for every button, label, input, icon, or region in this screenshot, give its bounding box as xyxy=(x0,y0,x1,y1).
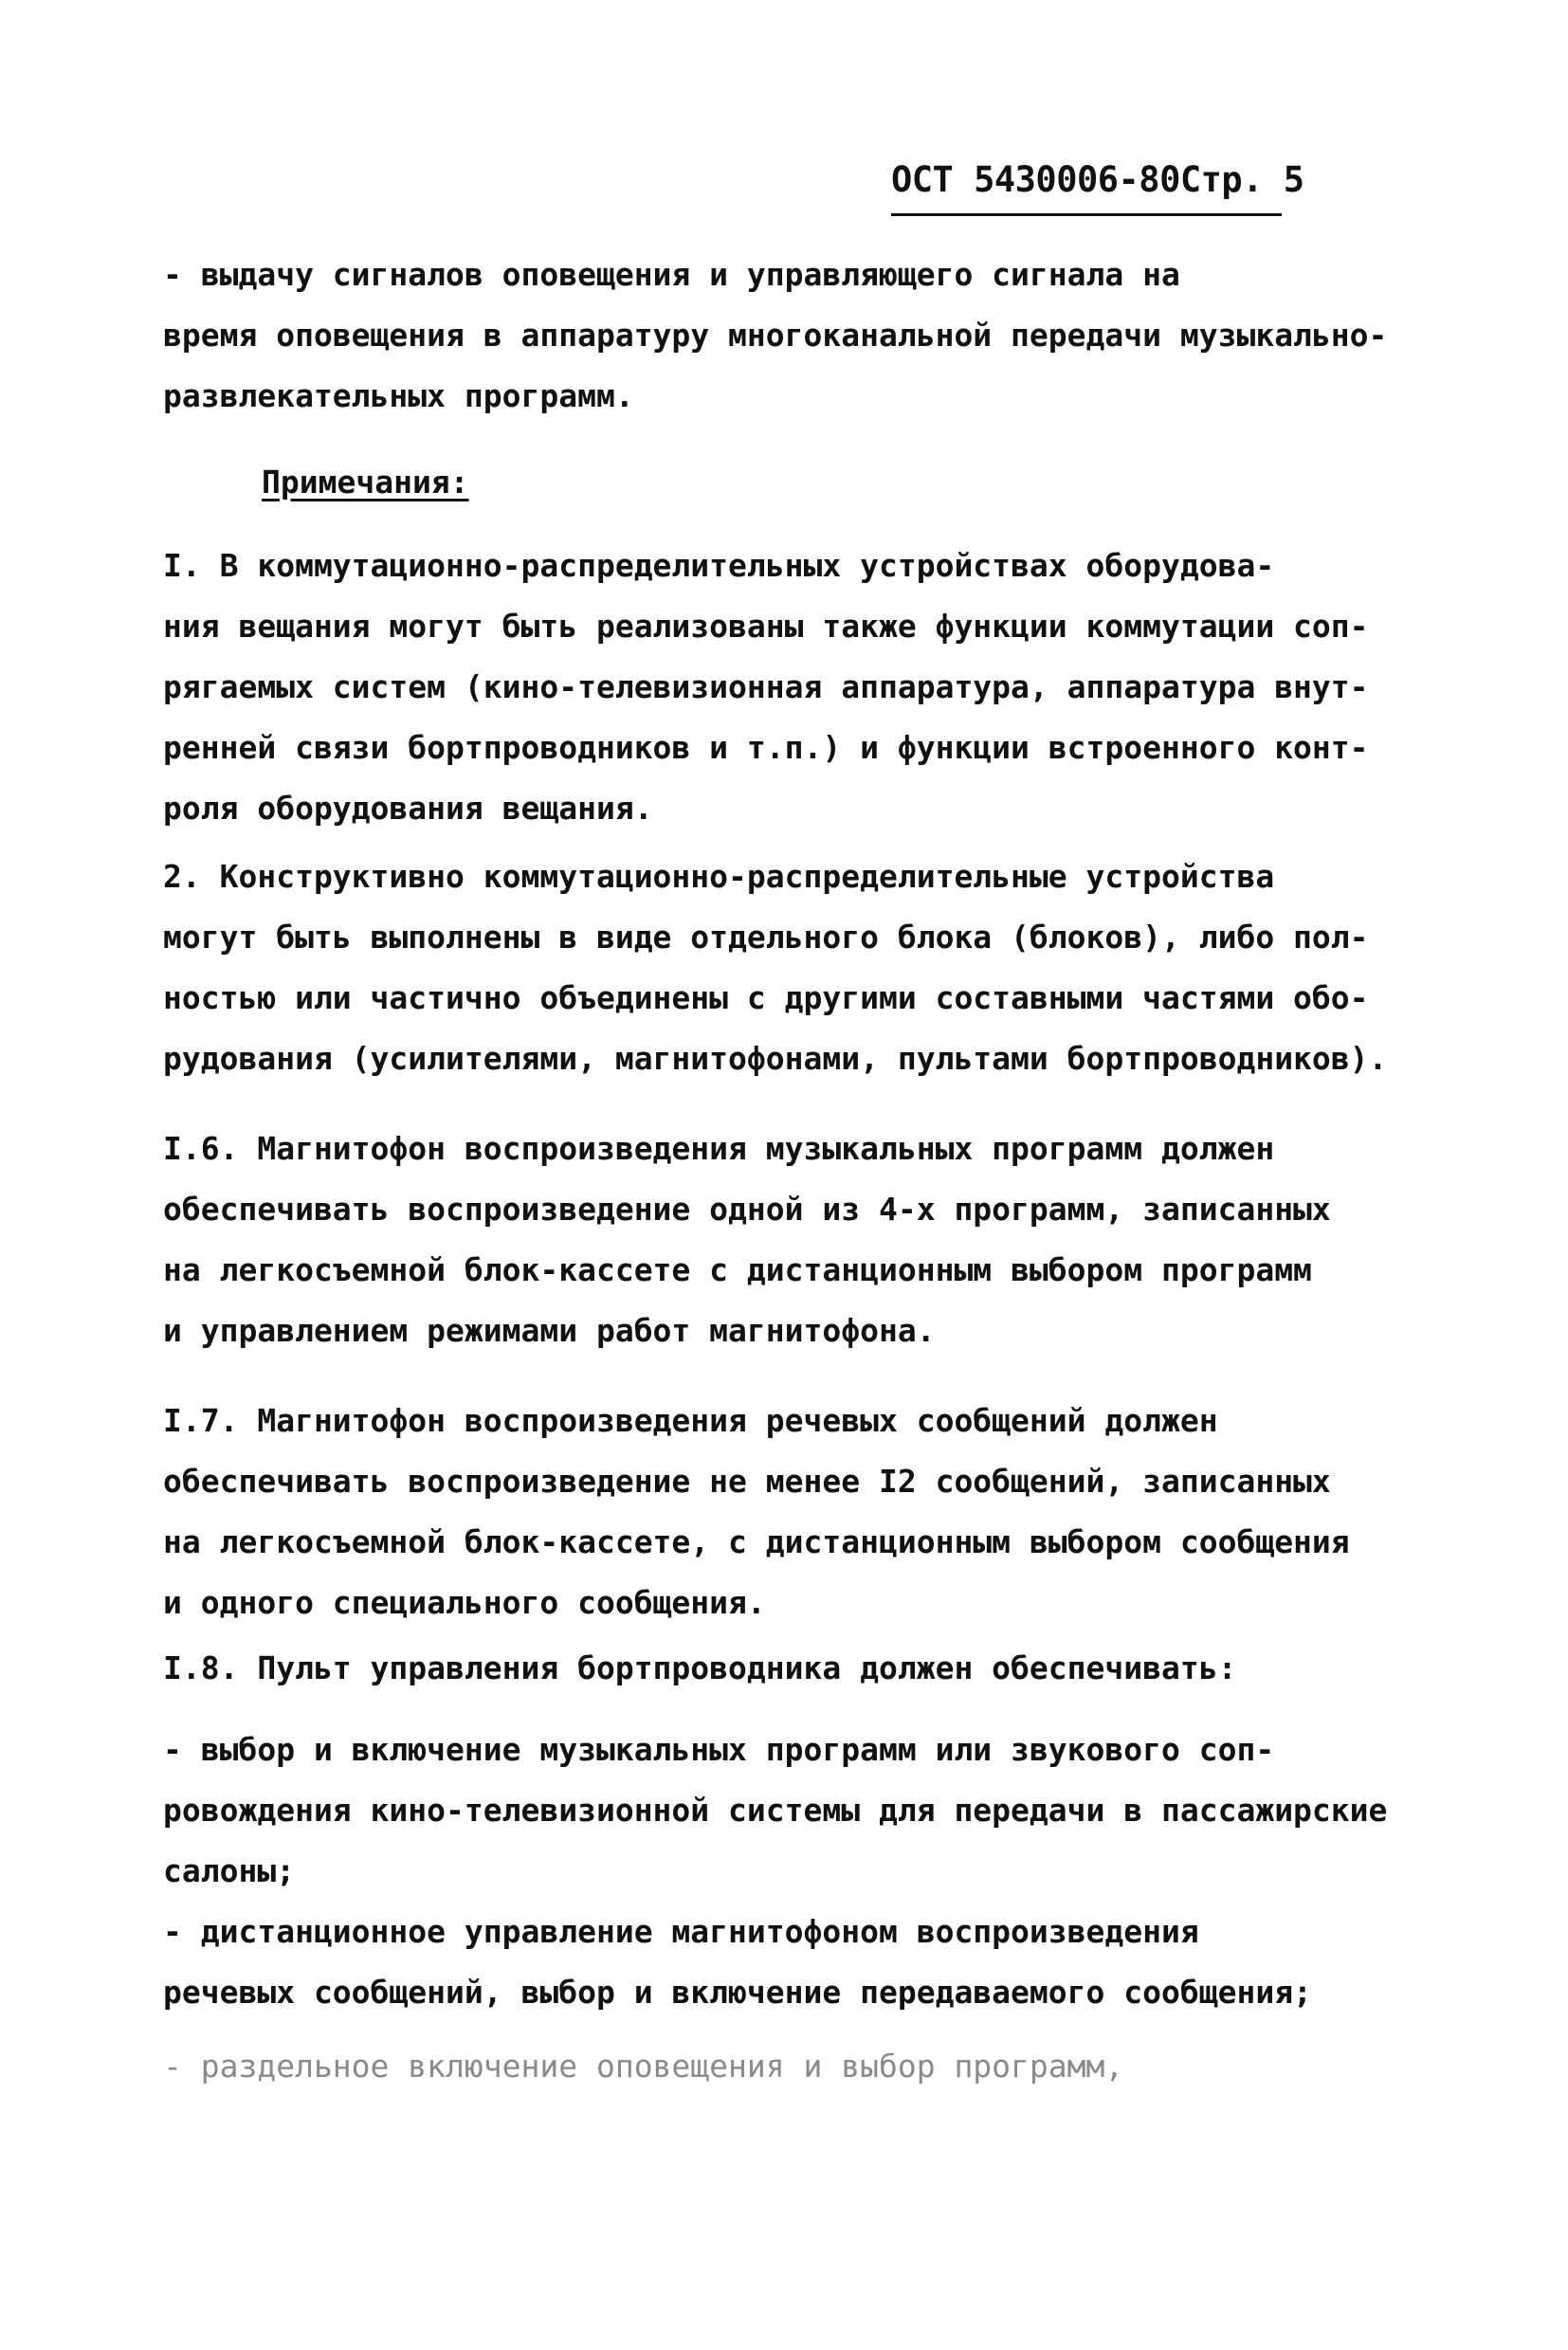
text-line: рягаемых систем (кино-телевизионная аппаратура, аппаратура внут- xyxy=(163,668,1369,705)
text-line: I.6. Магнитофон воспроизведения музыкальных программ должен xyxy=(163,1130,1275,1167)
text-line: и одного специального сообщения. xyxy=(163,1584,766,1621)
item-1-8 xyxy=(163,1638,1405,2097)
text-line: обеспечивать воспроизведение не менее I2 сообщений, записанных xyxy=(163,1463,1331,1500)
note-1 xyxy=(163,536,1405,839)
text-line: развлекательных программ. xyxy=(163,377,634,414)
item-1-7 xyxy=(163,1391,1405,1633)
text-line: ренней связи бортпроводников и т.п.) и функции встроенного конт- xyxy=(163,729,1369,766)
notes-heading: Примечания: xyxy=(262,464,469,501)
text-line: - дистанционное управление магнитофоном воспроизведения xyxy=(163,1913,1199,1950)
text-line: - выбор и включение музыкальных программ или звукового соп- xyxy=(163,1731,1275,1768)
text-line: I.8. Пульт управления бортпроводника должен обеспечивать: xyxy=(163,1649,1237,1686)
text-line: салоны; xyxy=(163,1852,296,1889)
text-line: роля оборудования вещания. xyxy=(163,790,653,827)
document-header: ОСТ 5430006-80Стр. 5 xyxy=(891,159,1304,200)
text-line: ровождения кино-телевизионной системы для передачи в пассажирские xyxy=(163,1792,1388,1829)
text-line-faded: - раздельное включение оповещения и выбор программ, xyxy=(163,2048,1124,2085)
paragraph-signals xyxy=(163,245,1405,427)
text-line: ностью или частично объединены с другими составными частями обо- xyxy=(163,979,1369,1016)
text-line: I. В коммутационно-распределительных устройствах оборудова- xyxy=(163,547,1275,584)
note-2 xyxy=(163,847,1405,1089)
text-line: I.7. Магнитофон воспроизведения речевых сообщений должен xyxy=(163,1402,1218,1439)
text-line: и управлением режимами работ магнитофона. xyxy=(163,1312,936,1349)
text-line: на легкосъемной блок-кассете, с дистанционным выбором сообщения xyxy=(163,1523,1350,1560)
text-line: 2. Конструктивно коммутационно-распределительные устройства xyxy=(163,858,1275,895)
text-line: речевых сообщений, выбор и включение передаваемого сообщения; xyxy=(163,1974,1312,2011)
text-line: обеспечивать воспроизведение одной из 4-х программ, записанных xyxy=(163,1191,1331,1228)
text-line: на легкосъемной блок-кассете с дистанционным выбором программ xyxy=(163,1251,1312,1288)
item-1-6 xyxy=(163,1119,1405,1361)
text-line: время оповещения в аппаратуру многоканальной передачи музыкально- xyxy=(163,317,1388,354)
text-line: могут быть выполнены в виде отдельного блока (блоков), либо пол- xyxy=(163,919,1369,956)
text-line: рудования (усилителями, магнитофонами, пультами бортпроводников). xyxy=(163,1040,1388,1077)
text-line: ния вещания могут быть реализованы также функции коммутации соп- xyxy=(163,608,1369,645)
header-underline xyxy=(891,213,1282,216)
text-line: - выдачу сигналов оповещения и управляющего сигнала на xyxy=(163,256,1180,293)
